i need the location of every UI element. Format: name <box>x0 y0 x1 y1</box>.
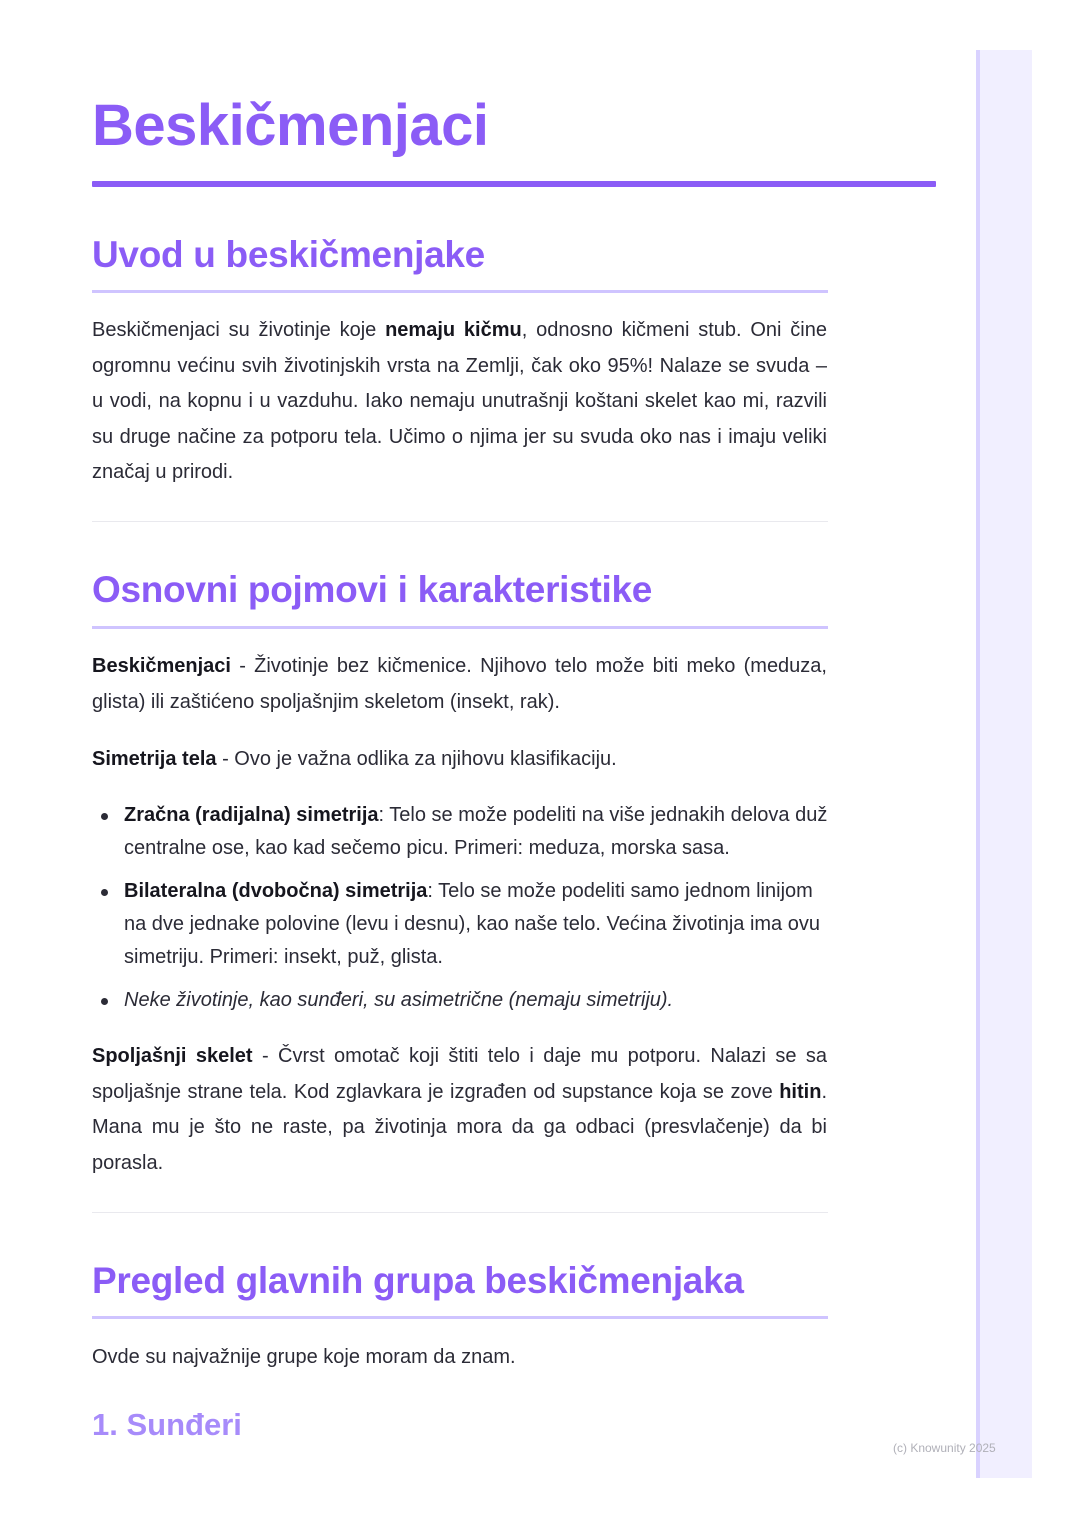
overview-intro: Ovde su najvažnije grupe koje moram da znam. <box>92 1346 516 1368</box>
copyright-footer: (c) Knowunity 2025 <box>893 1441 996 1455</box>
definition-exoskeleton <box>92 1039 827 1181</box>
section-underline <box>92 626 828 629</box>
list-item <box>92 984 828 1017</box>
definition-term: Simetrija tela <box>92 748 217 770</box>
definition-text: - Ovo je važna odlika za njihovu klasifikaciju. <box>216 748 617 770</box>
list-item-text: Neke životinje, kao sunđeri, su asimetrične (nemaju simetriju). <box>124 989 674 1011</box>
section-heading-concepts: Osnovni pojmovi i karakteristike <box>92 569 652 610</box>
title-underline <box>92 181 936 187</box>
list-item <box>92 799 828 865</box>
bullet-icon <box>101 889 108 896</box>
section-underline <box>92 1316 828 1319</box>
intro-paragraph <box>92 313 827 491</box>
list-item-term: Zračna (radijalna) simetrija <box>124 804 379 826</box>
definition-symmetry <box>92 742 827 778</box>
page-title: Beskičmenjaci <box>92 93 489 158</box>
right-sidebar-bar <box>976 50 1032 1478</box>
section-heading-overview: Pregled glavnih grupa beskičmenjaka <box>92 1260 744 1301</box>
definition-text: - Životinje bez kičmenice. Njihovo telo može biti meko (meduza, glista) ili zaštićeno spoljašnjim skeletom (insekt, rak). <box>92 655 827 713</box>
definition-invertebrates <box>92 649 827 720</box>
list-item <box>92 875 828 974</box>
intro-text: Beskičmenjaci su životinje koje <box>92 319 386 341</box>
subsection-heading-sponges: 1. Sunđeri <box>92 1407 242 1442</box>
symmetry-list <box>92 799 828 1027</box>
definition-term: Beskičmenjaci <box>92 655 231 677</box>
list-item-text: : Telo se može podeliti na više jednakih delova duž centralne ose, kao kad sečemo picu. Primeri: meduza, morska sasa. <box>124 804 828 859</box>
definition-text: - Čvrst omotač koji štiti telo i daje mu potporu. Nalazi se sa spoljašnje strane tela. Kod zglavkara je izgrađen od supstance koja se zove <box>92 1045 827 1103</box>
definition-term: Spoljašnji skelet <box>92 1045 253 1067</box>
bullet-icon <box>101 813 108 820</box>
intro-bold-text: nemaju kičmu <box>385 319 522 341</box>
bullet-icon <box>101 998 108 1005</box>
section-heading-intro: Uvod u beskičmenjake <box>92 234 485 275</box>
list-item-text: : Telo se može podeliti samo jednom linijom na dve jednake polovine (levu i desnu), kao naše telo. Većina životinja ima ovu simetriju. Primeri: insekt, puž, glista. <box>124 880 820 968</box>
intro-text-rest: , odnosno kičmeni stub. Oni čine ogromnu većinu svih životinjskih vrsta na Zemlji, čak oko 95%! Nalaze se svuda – u vodi, na kopnu i u vazduhu. Iako nemaju unutrašnji koštani skelet kao mi, razvili su druge načine za potporu tela. Učimo o njima jer su svuda oko nas i imaju veliki značaj u prirodi. <box>92 319 827 483</box>
list-item-term: Bilateralna (dvobočna) simetrija <box>124 880 428 902</box>
section-divider <box>92 1212 828 1213</box>
definition-text-rest: . Mana mu je što ne raste, pa životinja mora da ga odbaci (presvlačenje) da bi porasla. <box>92 1080 827 1174</box>
definition-bold-term: hitin <box>779 1080 822 1103</box>
section-divider <box>92 521 828 522</box>
section-underline <box>92 290 828 293</box>
